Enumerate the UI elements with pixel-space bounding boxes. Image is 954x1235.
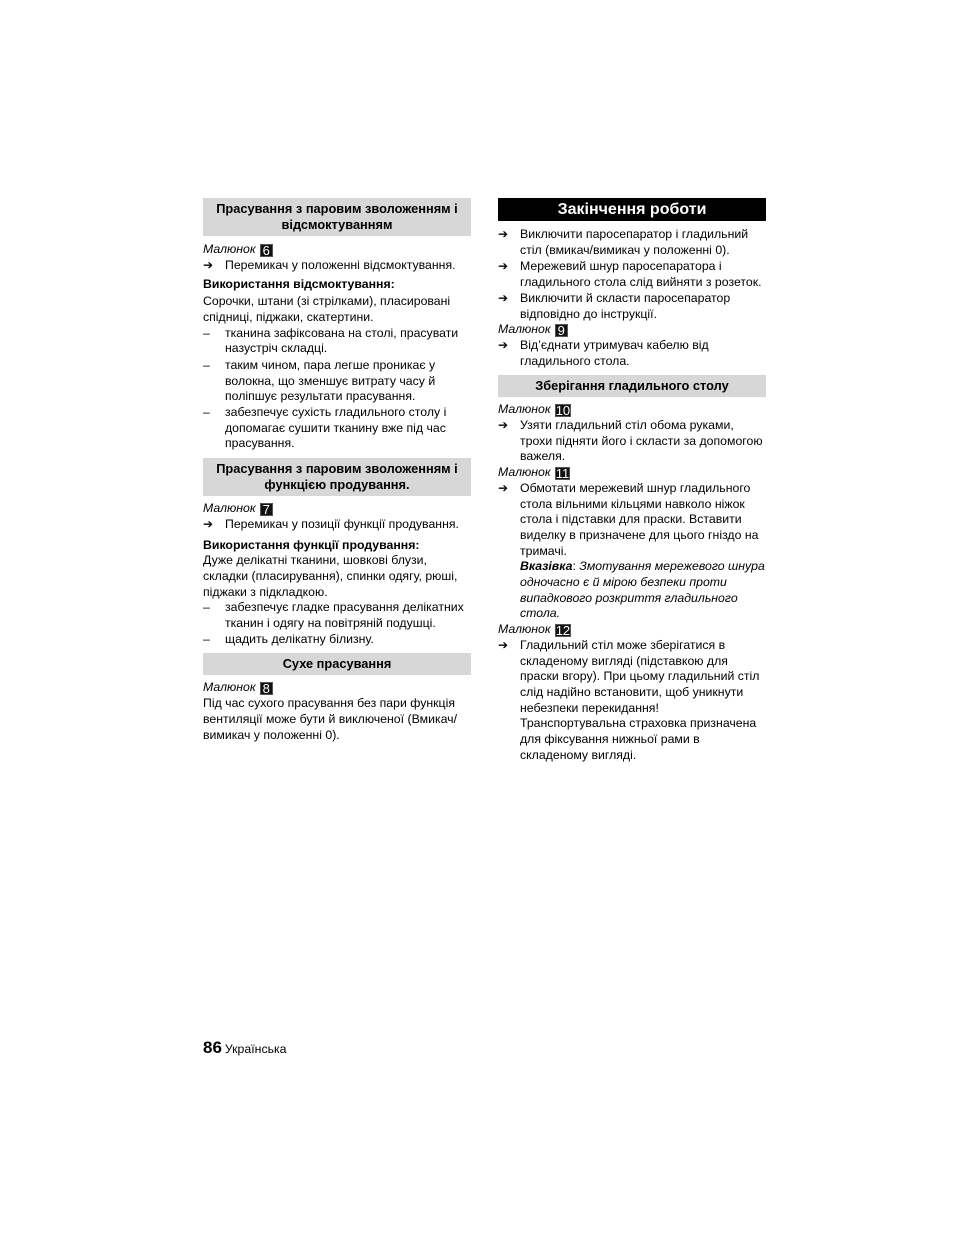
usage-text: Сорочки, штани (зі стрілками), пласировані спідниці, піджаки, скатертини. <box>203 294 451 324</box>
section-heading-steam-suction: Прасування з паровим зволоженням і відсмоктуванням <box>203 198 471 236</box>
page-language: Українська <box>224 1042 287 1056</box>
instruction-step <box>498 481 766 560</box>
section-heading-storage: Зберігання гладильного столу <box>498 375 766 397</box>
usage-heading: Використання функції продування: <box>203 537 420 552</box>
figure-reference <box>498 402 766 418</box>
arrow-right-icon <box>498 418 508 434</box>
list-item-text: забезпечує гладке прасування делікатних тканин і одягу на повітряній подушці. <box>225 600 464 631</box>
chapter-heading-finishing-work: Закінчення роботи <box>498 198 766 221</box>
list-item-text: таким чином, пара легше проникає у волокна, що зменшує витрату часу й поліпшує результати прасування. <box>225 357 436 404</box>
step-text: Виключити й скласти паросепаратор відповідно до інструкції. <box>520 290 731 321</box>
instruction-step <box>203 517 471 533</box>
step-continuation: Транспортувальна страховка призначена для фіксування нижньої рами в складеному вигляді. <box>520 716 757 762</box>
figure-label: Малюнок <box>203 501 256 516</box>
arrow-right-icon <box>203 517 213 533</box>
figure-reference <box>498 622 766 638</box>
list-item <box>203 600 471 631</box>
step-text: Перемикач у положенні відсмоктування. <box>225 257 456 272</box>
figure-number-badge: 10 <box>555 403 571 419</box>
dash-bullet <box>203 405 210 421</box>
usage-heading: Використання відсмоктування: <box>203 277 395 292</box>
list-item-text: забезпечує сухість гладильного столу і допомагає сушити тканину вже під час прасування. <box>225 405 447 451</box>
page-footer <box>203 1038 287 1058</box>
figure-label: Малюнок <box>203 680 256 695</box>
dash-bullet <box>203 632 210 648</box>
step-text: Мережевий шнур паросепаратора і гладильного стола слід вийняти з розеток. <box>520 259 762 290</box>
section-heading-steam-blowing: Прасування з паровим зволоженням і функцією продування. <box>203 458 471 496</box>
figure-reference <box>498 465 766 481</box>
page-number: 86 <box>203 1038 222 1057</box>
section-heading-dry-ironing: Сухе прасування <box>203 653 471 675</box>
figure-label: Малюнок <box>498 402 551 417</box>
figure-reference <box>498 322 766 338</box>
list-item <box>203 358 471 405</box>
figure-number-badge: 8 <box>260 682 273 695</box>
step-text: Узяти гладильний стіл обома руками, трохи підняти його і скласти за допомогою важеля. <box>520 418 763 464</box>
note-text: Змотування мережевого шнура одночасно є й мірою безпеки проти випадкового розкриття гладильного стола. <box>520 559 765 621</box>
list-item <box>203 326 471 357</box>
figure-label: Малюнок <box>498 322 551 337</box>
figure-number-badge: 9 <box>555 324 568 337</box>
arrow-right-icon <box>203 258 213 274</box>
figure-label: Малюнок <box>498 622 551 637</box>
figure-number-badge: 11 <box>555 466 570 482</box>
right-column <box>498 198 766 764</box>
figure-reference <box>203 680 471 696</box>
usage-text: Дуже делікатні тканини, шовкові блузи, складки (пласирування), спинки одягу, рюші, піджаки з підкладкою. <box>203 553 458 599</box>
note-label: Вказівка <box>520 559 573 574</box>
dash-bullet <box>203 358 210 374</box>
note-separator: : <box>572 559 576 574</box>
step-text: Обмотати мережевий шнур гладильного стола вільними кільцями навколо ніжок стола і підставки для праски. Вставити виделку в призначене для цього гніздо на тримачі. <box>520 480 759 558</box>
instruction-step <box>498 291 766 322</box>
instruction-step <box>498 638 766 717</box>
step-text: Гладильний стіл може зберігатися в складеному вигляді (підставкою для праски вгору). При цьому гладильний стіл слід надійно встановити, щоб уникнути небезпеки перекидання! <box>520 637 760 715</box>
figure-reference <box>203 501 471 517</box>
instruction-step <box>498 227 766 258</box>
arrow-right-icon <box>498 338 508 354</box>
step-text: Від’єднати утримувач кабелю від гладильного стола. <box>520 337 709 368</box>
arrow-right-icon <box>498 481 508 497</box>
instruction-step <box>498 338 766 369</box>
list-item-text: тканина зафіксована на столі, прасувати назустріч складці. <box>225 325 459 356</box>
arrow-right-icon <box>498 227 508 243</box>
dash-bullet <box>203 600 210 616</box>
list-item-text: щадить делікатну білизну. <box>225 631 374 646</box>
instruction-step <box>498 418 766 465</box>
list-item <box>203 632 471 648</box>
instruction-step <box>203 258 471 274</box>
arrow-right-icon <box>498 259 508 275</box>
figure-label: Малюнок <box>498 465 551 480</box>
instruction-step <box>498 259 766 290</box>
figure-number-badge: 6 <box>260 244 273 257</box>
dash-bullet <box>203 326 210 342</box>
figure-label: Малюнок <box>203 242 256 256</box>
paragraph: Під час сухого прасування без пари функція вентиляції може бути й виключеної (Вмикач/вимикач у положенні 0). <box>203 696 458 742</box>
step-text: Виключити паросепаратор і гладильний стіл (вмикач/вимикач у положенні 0). <box>520 227 749 257</box>
list-item <box>203 405 471 452</box>
figure-number-badge: 7 <box>260 503 273 516</box>
safety-note <box>498 559 766 622</box>
arrow-right-icon <box>498 638 508 654</box>
step-text: Перемикач у позиції функції продування. <box>225 516 459 531</box>
figure-number-badge: 12 <box>555 623 571 639</box>
left-column <box>203 198 471 743</box>
arrow-right-icon <box>498 291 508 307</box>
figure-reference <box>203 242 471 258</box>
